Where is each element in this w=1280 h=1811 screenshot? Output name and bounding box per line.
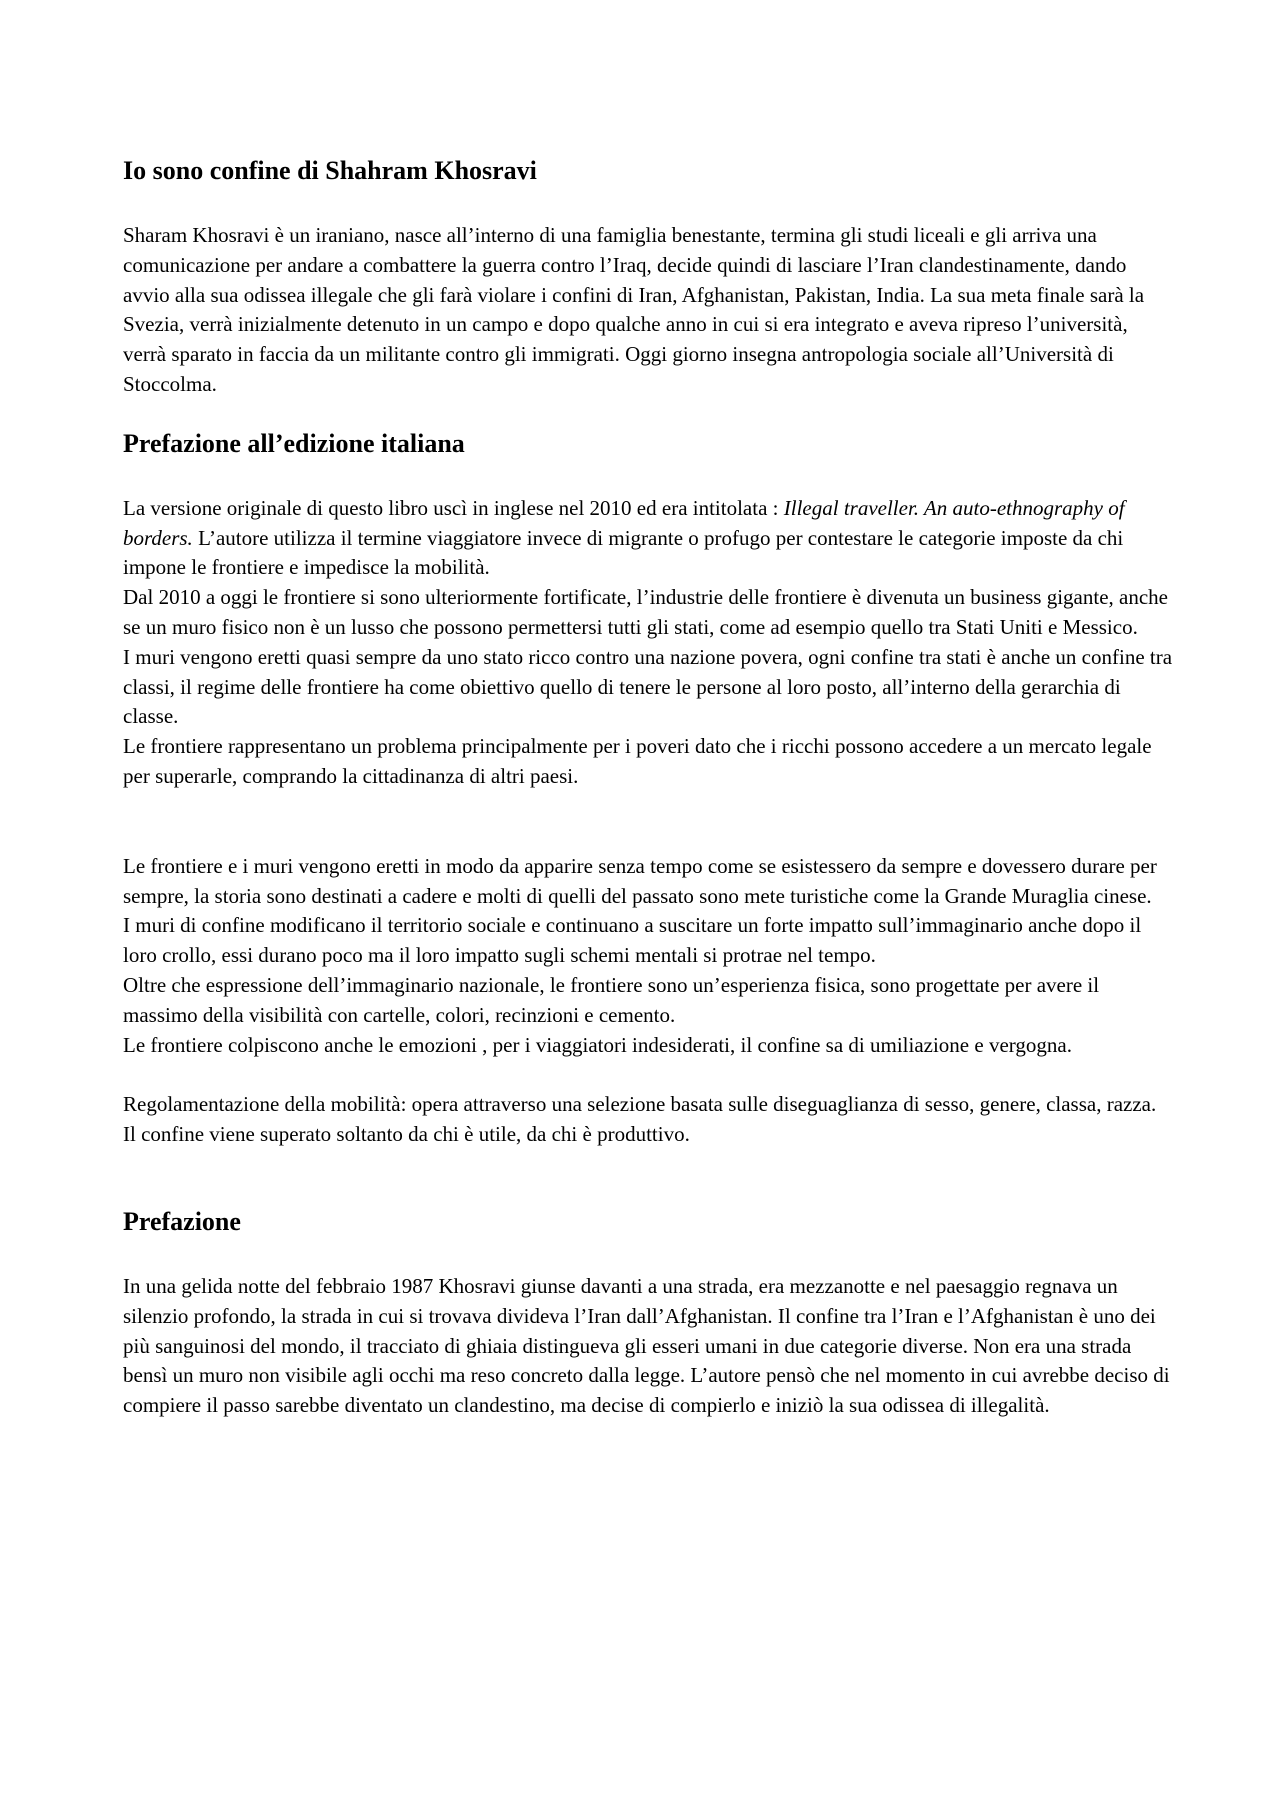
paragraph-original-version bbox=[123, 494, 1173, 583]
paragraph-walls-rich-poor: I muri vengono eretti quasi sempre da uno stato ricco contro una nazione povera, ogni confine tra stati è anche un confine tra classi, il regime delle frontiere ha come obiettivo quello di tenere le persone al loro posto, all’interno della gerarchia di classe. bbox=[123, 644, 1173, 729]
author-bio-paragraph: Sharam Khosravi è un iraniano, nasce all’interno di una famiglia benestante, termina gli studi liceali e gli arriva una comunicazione per andare a combattere la guerra contro l’Iraq, decide quindi di lasciare l’Iran clandestinamente, dando avvio alla sua odissea illegale che gli farà violare i confini di Iran, Afghanistan, Pakistan, India. La sua meta finale sarà la Svezia, verrà inizialmente detenuto in un campo e dopo qualche anno in cui si era integrato e aveva ripreso l’università, verrà sparato in faccia da un militante contro gli immigrati. Oggi giorno insegna antropologia sociale all’Università di Stoccolma. bbox=[123, 223, 1145, 396]
paragraph-border-walls-impact: I muri di confine modificano il territorio sociale e continuano a suscitare un forte impatto sull’immaginario anche dopo il loro crollo, essi durano poco ma il loro impatto sugli schemi mentali si protrae nel tempo. bbox=[123, 913, 1142, 968]
document-title: Io sono confine di Shahram Khosravi bbox=[123, 156, 537, 185]
document-page bbox=[123, 155, 1173, 1421]
paragraph-emotions: Le frontiere colpiscono anche le emozioni , per i viaggiatori indesiderati, il confine sa di umiliazione e vergogna. bbox=[123, 1032, 1072, 1057]
paragraph-fortified-borders: Dal 2010 a oggi le frontiere si sono ulteriormente fortificate, l’industrie delle frontiere è divenuta un business gigante, anche se un muro fisico non è un lusso che possono permettersi tutti gli stati, come ad esempio quello tra Stati Uniti e Messico. bbox=[123, 585, 1168, 639]
paragraph-physical-experience: Oltre che espressione dell’immaginario nazionale, le frontiere sono un’esperienza fisica, sono progettate per avere il massimo della visibilità con cartelle, colori, recinzioni e cemento. bbox=[123, 972, 1100, 1027]
spacer bbox=[123, 792, 1173, 852]
spacer bbox=[123, 1238, 1173, 1272]
spacer bbox=[123, 460, 1173, 494]
paragraph-february-night: In una gelida notte del febbraio 1987 Khosravi giunse davanti a una strada, era mezzanotte e nel paesaggio regnava un silenzio profondo, la strada in cui si trovava divideva l’Iran dall’Afghanistan. Il confine tra l’Iran e l’Afghanistan è uno dei più sanguinosi del mondo, il tracciato di ghiaia distingueva gli esseri umani in due categorie diverse. Non era una strada bensì un muro non visibile agli occhi ma reso concreto dalla legge. L’autore pensò che nel momento in cui avrebbe deciso di compiere il passo sarebbe diventato un clandestino, ma decise di compierlo e iniziò la sua odissea di illegalità. bbox=[123, 1273, 1170, 1418]
spacer bbox=[123, 187, 1173, 221]
paragraph-timeless-walls: Le frontiere e i muri vengono eretti in modo da apparire senza tempo come se esistessero da sempre e dovessero durare per sempre, la storia sono destinati a cadere e molti di quelli del passato sono mete turistiche come la Grande Muraglia cinese. bbox=[123, 853, 1157, 908]
paragraph-mobility-regulation: Regolamentazione della mobilità: opera attraverso una selezione basata sulle diseguaglianza di sesso, genere, classa, razza. Il confine viene superato soltanto da chi è utile, da chi è produttivo. bbox=[123, 1092, 1157, 1147]
paragraph-borders-poor: Le frontiere rappresentano un problema principalmente per i poveri dato che i ricchi possono accedere a un mercato legale per superarle, comprando la cittadinanza di altri paesi. bbox=[123, 734, 1152, 788]
spacer bbox=[123, 1150, 1173, 1206]
text-run: La versione originale di questo libro uscì in inglese nel 2010 ed era intitolata : bbox=[123, 495, 784, 520]
section-title-prefazione: Prefazione bbox=[123, 1206, 241, 1236]
spacer bbox=[123, 400, 1173, 428]
section-title-prefazione-edizione-italiana: Prefazione all’edizione italiana bbox=[123, 428, 465, 458]
spacer bbox=[123, 1060, 1173, 1090]
book-title-italic: Illegal traveller. An auto-ethnography of borders. bbox=[123, 495, 1125, 550]
text-run: L’autore utilizza il termine viaggiatore invece di migrante o profugo per contestare le categorie imposte da chi impone le frontiere e impedisce la mobilità. bbox=[123, 525, 1124, 580]
